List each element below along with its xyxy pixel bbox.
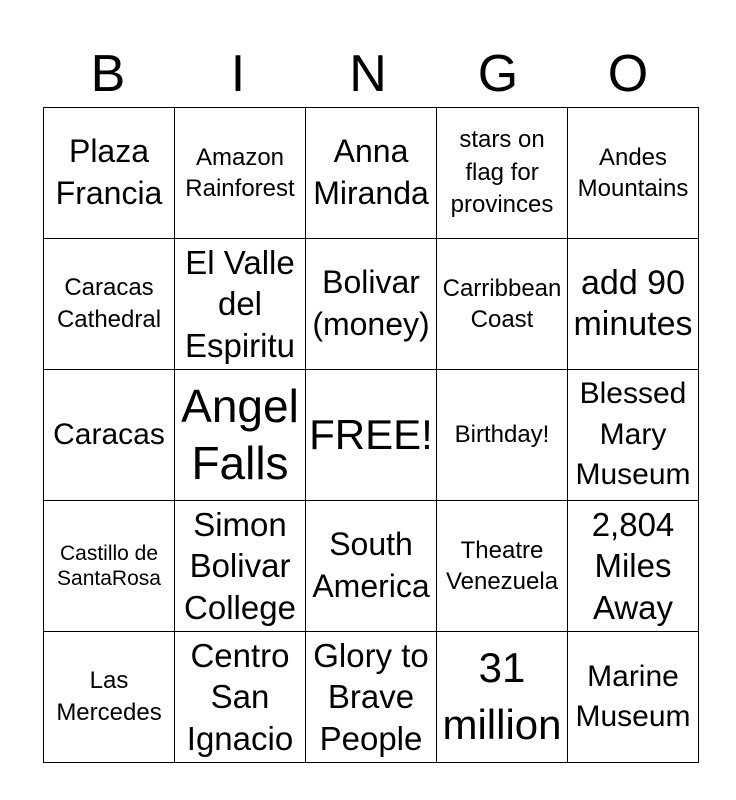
- bingo-square[interactable]: [568, 501, 699, 632]
- square-label: South America: [312, 526, 430, 604]
- bingo-square[interactable]: [175, 239, 306, 370]
- bingo-board: [43, 107, 699, 763]
- square-label: Blessed Mary Museum: [575, 377, 691, 492]
- header-letter-g: G: [477, 45, 519, 103]
- square-label: add 90 minutes: [573, 264, 693, 343]
- square-label: Andes Mountains: [577, 143, 689, 202]
- square-label: Castillo de SantaRosa: [57, 541, 161, 590]
- board-row: [44, 239, 699, 370]
- square-label: Theatre Venezuela: [445, 536, 559, 595]
- bingo-square[interactable]: [568, 370, 699, 501]
- square-label: 31 million: [442, 644, 562, 748]
- bingo-square[interactable]: [568, 108, 699, 239]
- bingo-header: [43, 40, 693, 108]
- board-row: [44, 501, 699, 632]
- square-label: Angel Falls: [181, 379, 299, 489]
- bingo-square[interactable]: [306, 108, 437, 239]
- bingo-square[interactable]: [44, 108, 175, 239]
- square-label: Carribbean Coast: [442, 274, 562, 333]
- bingo-square[interactable]: [44, 239, 175, 370]
- square-label: Glory to Brave People: [313, 637, 429, 757]
- bingo-square[interactable]: [306, 501, 437, 632]
- square-label: El Valle del Espiritu: [184, 244, 296, 364]
- bingo-square[interactable]: [175, 632, 306, 763]
- board-row: [44, 370, 699, 501]
- bingo-square[interactable]: [175, 108, 306, 239]
- square-label: stars on flag for provinces: [450, 126, 554, 219]
- bingo-square[interactable]: [175, 501, 306, 632]
- square-label: Bolivar (money): [312, 264, 430, 342]
- header-letter-b: B: [90, 45, 126, 103]
- square-label: 2,804 Miles Away: [591, 506, 675, 626]
- bingo-square[interactable]: [437, 370, 568, 501]
- header-letter-n: N: [349, 45, 387, 103]
- square-label: Amazon Rainforest: [185, 143, 295, 202]
- header-letter-i: I: [230, 45, 246, 103]
- bingo-square[interactable]: [568, 632, 699, 763]
- square-label: Plaza Francia: [55, 133, 163, 211]
- bingo-square[interactable]: [306, 632, 437, 763]
- bingo-square[interactable]: [44, 370, 175, 501]
- bingo-square[interactable]: [306, 370, 437, 501]
- board-row: [44, 632, 699, 763]
- bingo-square[interactable]: [437, 108, 568, 239]
- free-square-label: FREE!: [309, 410, 433, 458]
- bingo-square[interactable]: [44, 632, 175, 763]
- square-label: Caracas: [53, 417, 165, 451]
- bingo-square[interactable]: [437, 632, 568, 763]
- square-label: Las Mercedes: [56, 666, 162, 726]
- square-label: Centro San Ignacio: [186, 637, 294, 757]
- bingo-square[interactable]: [437, 501, 568, 632]
- bingo-square[interactable]: [306, 239, 437, 370]
- bingo-square[interactable]: [437, 239, 568, 370]
- bingo-square[interactable]: [568, 239, 699, 370]
- header-letter-o: O: [607, 45, 649, 103]
- square-label: Birthday!: [454, 421, 550, 449]
- square-label: Simon Bolivar College: [184, 506, 296, 626]
- board-row: [44, 108, 699, 239]
- square-label: Marine Museum: [575, 659, 691, 733]
- square-label: Anna Miranda: [313, 133, 429, 211]
- bingo-square[interactable]: [175, 370, 306, 501]
- square-label: Caracas Cathedral: [56, 273, 162, 333]
- bingo-square[interactable]: [44, 501, 175, 632]
